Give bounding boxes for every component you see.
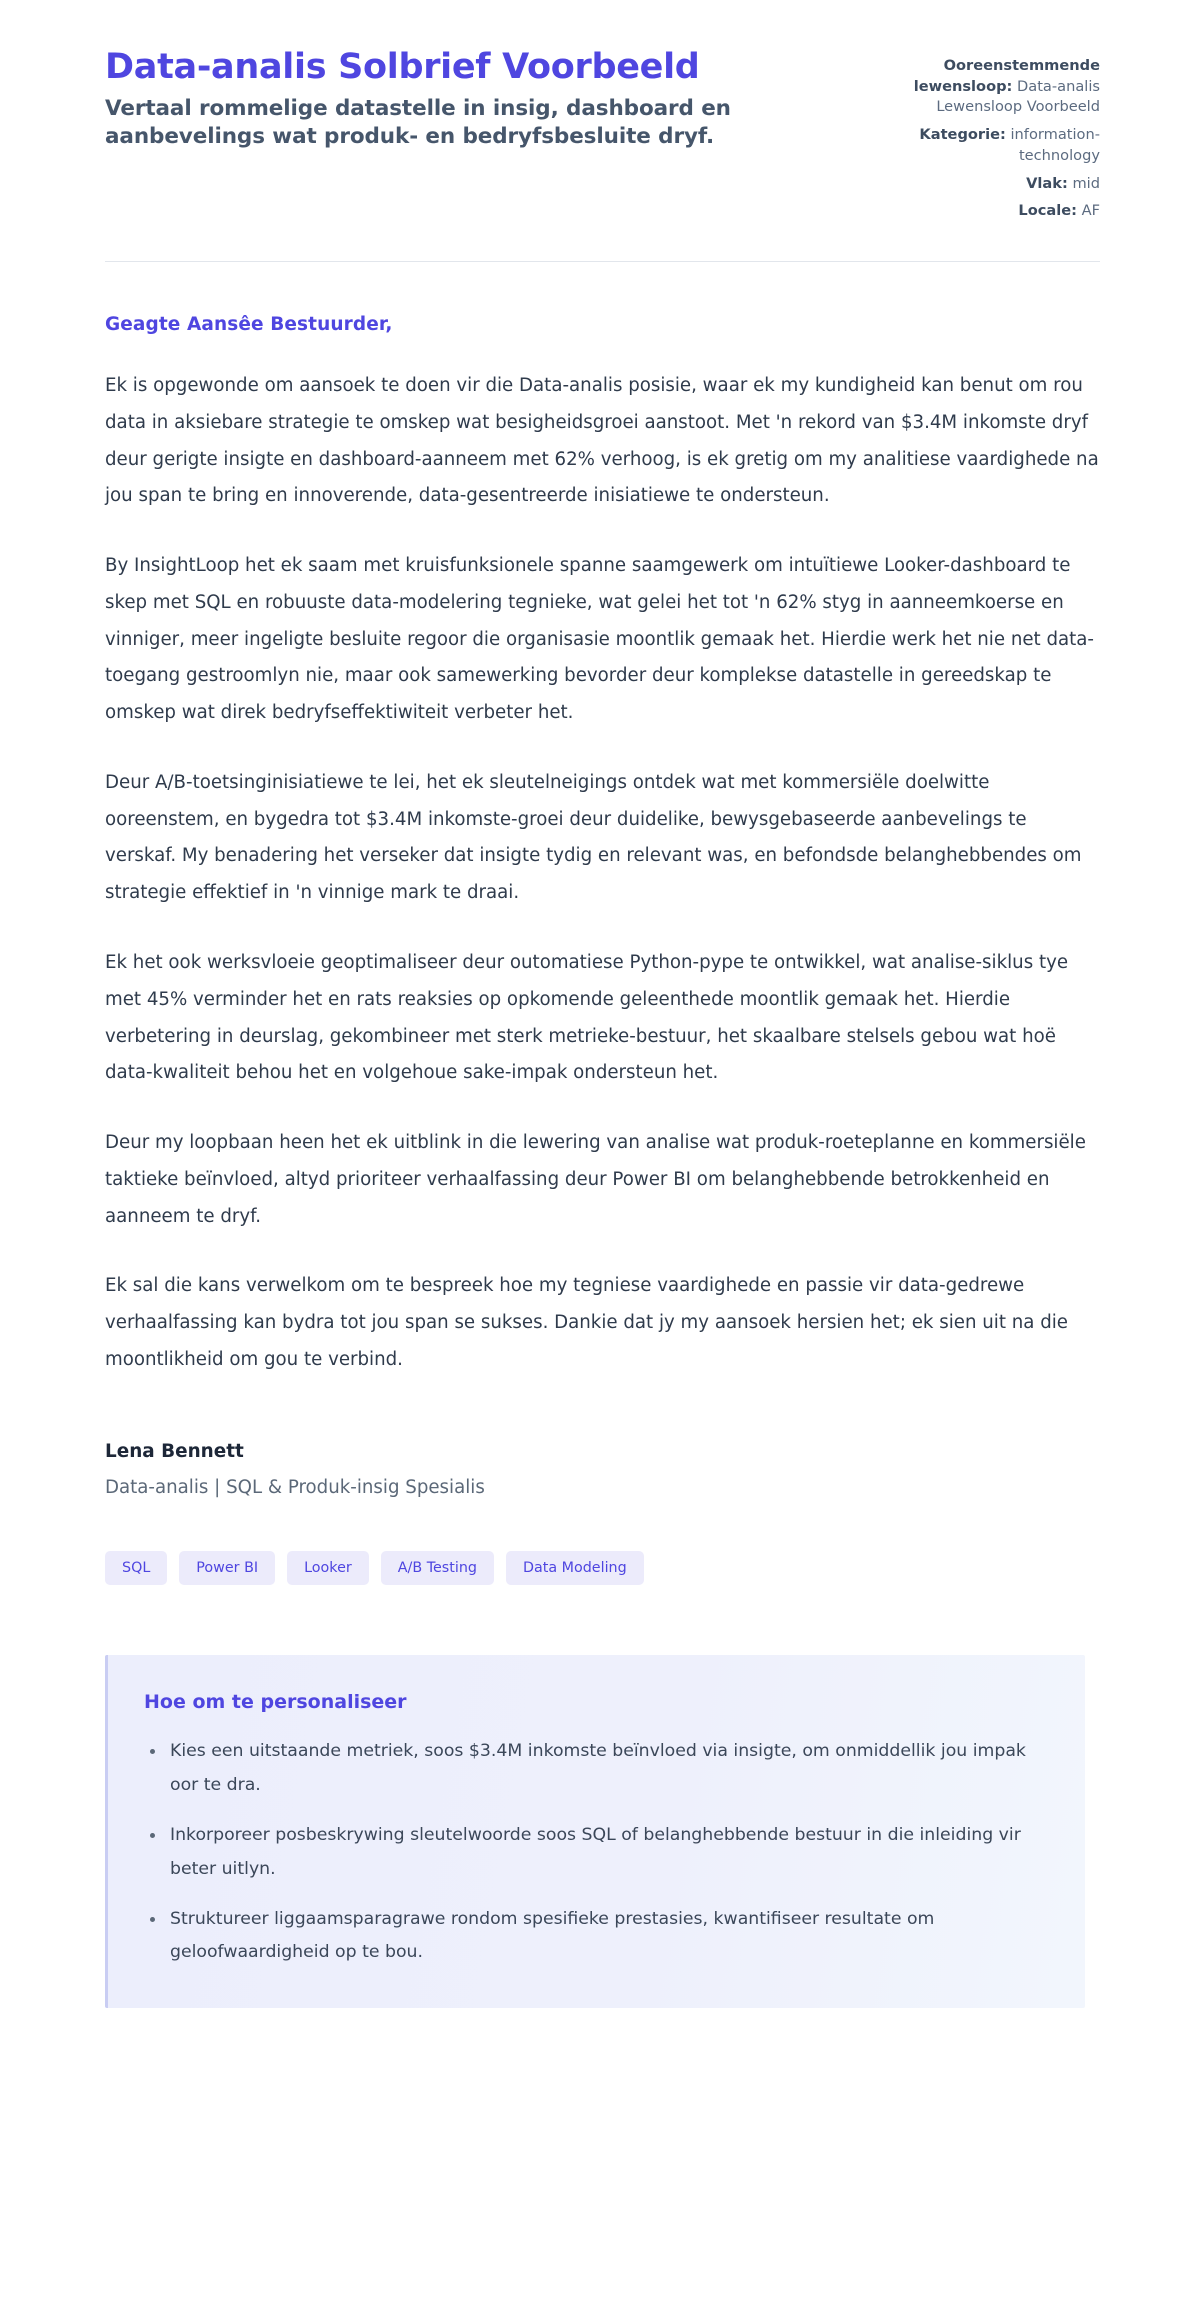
- cover-letter-body: [105, 314, 1100, 1379]
- signature-role: Data-analis | SQL & Produk-insig Spesialis: [105, 1476, 485, 1498]
- callout-list-item: Kies een uitstaande metriek, soos $3.4M inkomste beïnvloed via insigte, om onmiddellik jou impak oor te dra.: [144, 1735, 1043, 1803]
- letter-paragraph-5: Deur my loopbaan heen het ek uitblink in die lewering van analise wat produk-roeteplanne en kommersiële taktieke beïnvloed, altyd prioriteer verhaalfassing deur Power BI om belanghebbende betrokkenheid en aanneem te dryf.: [105, 1132, 1086, 1227]
- callout-list: [144, 1735, 1043, 1970]
- page-title: Data-analis Solbrief Voorbeeld: [105, 47, 700, 87]
- meta-label-matching-resume: Ooreenstemmende lewensloop:: [913, 57, 1100, 95]
- callout-list-item: Struktureer liggaamsparagrawe rondom spesifieke prestasies, kwantifiseer resultate om geloofwaardigheid op te bou.: [144, 1903, 1043, 1971]
- callout-list-item: Inkorporeer posbeskrywing sleutelwoorde soos SQL of belanghebbende bestuur in die inleiding vir beter uitlyn.: [144, 1819, 1043, 1887]
- letter-paragraph-4: Ek het ook werksvloeie geoptimaliseer deur outomatiese Python-pype te ontwikkel, wat analise-siklus tye met 45% verminder het en rats reaksies op opkomende geleenthede moontlik gemaak het. Hierdie verbetering in deurslag, gekombineer met sterk metrieke-bestuur, het skaalbare stelsels gebou wat hoë data-kwaliteit behou het en volgehoue sake-impak ondersteun het.: [105, 951, 1069, 1084]
- meta-label-level: Vlak:: [1026, 174, 1068, 192]
- signature-block: [105, 1441, 1100, 1498]
- signature-name: Lena Bennett: [105, 1440, 244, 1462]
- skill-tag[interactable]: Looker: [287, 1551, 369, 1585]
- skill-tag[interactable]: A/B Testing: [381, 1551, 494, 1585]
- letter-paragraph-2: By InsightLoop het ek saam met kruisfunksionele spanne saamgewerk om intuïtiewe Looker-dashboard te skep met SQL en robuuste data-modelering tegnieke, wat gelei het tot 'n 62% styg in aanneemkoerse en vinniger, meer ingeligte besluite regoor die organisasie moontlik gemaak het. Hierdie werk het nie net data-toegang gestroomlyn nie, maar ook samewerking bevorder deur komplekse datastelle in gereedskap te omskep wat direk bedryfseffektiwiteit verbeter het.: [105, 555, 1094, 724]
- meta-row-level: [848, 174, 1100, 195]
- skill-tag-list: [105, 1551, 1100, 1585]
- letter-paragraph-6: Ek sal die kans verwelkom om te bespreek hoe my tegniese vaardighede en passie vir data-gedrewe verhaalfassing kan bydra tot jou span se sukses. Dankie dat jy my aansoek hersien het; ek sien uit na die moontlikheid om gou te verbind.: [105, 1275, 1068, 1370]
- letter-paragraph-3: Deur A/B-toetsinginisiatiewe te lei, het ek sleutelneigings ontdek wat met kommersiële doelwitte ooreenstem, en bygedra tot $3.4M inkomste-groei deur duidelike, bewysgebaseerde aanbevelings te verskaf. My benadering het verseker dat insigte tydig en relevant was, en befondsde belanghebbendes om strategie effektief in 'n vinnige mark te draai.: [105, 771, 1082, 904]
- document-metadata: [848, 46, 1100, 222]
- meta-row-locale: [848, 201, 1100, 222]
- meta-label-locale: Locale:: [1018, 202, 1077, 220]
- meta-row-category: [848, 125, 1100, 166]
- callout-title: Hoe om te personaliseer: [144, 1690, 407, 1713]
- document-header: [105, 46, 1100, 222]
- header-divider: [105, 261, 1100, 262]
- header-text-block: [105, 46, 745, 152]
- letter-paragraph-1: Ek is opgewonde om aansoek te doen vir die Data-analis posisie, waar ek my kundigheid kan benut om rou data in aksiebare strategie te omskep wat besigheidsgroei aanstoot. Met 'n rekord van $3.4M inkomste dryf deur gerigte insigte en dashboard-aanneem met 62% verhoog, is ek gretig om my analitiese vaardighede na jou span te bring en innoverende, data-gesentreerde inisiatiewe te ondersteun.: [105, 375, 1099, 507]
- skill-tag[interactable]: SQL: [105, 1551, 167, 1585]
- skill-tag[interactable]: Data Modeling: [506, 1551, 644, 1585]
- meta-value-matching-resume: Data-analis Lewensloop Voorbeeld: [936, 77, 1100, 116]
- meta-value-locale: AF: [1081, 202, 1100, 220]
- letter-salutation: Geagte Aansêe Bestuurder,: [105, 314, 393, 336]
- personalization-callout: [105, 1655, 1085, 2008]
- meta-value-level: mid: [1072, 174, 1100, 192]
- meta-value-category: information-technology: [1010, 126, 1100, 164]
- meta-label-category: Kategorie:: [919, 126, 1006, 144]
- skill-tag[interactable]: Power BI: [179, 1551, 275, 1585]
- meta-row-matching-resume: [848, 56, 1100, 118]
- page-subtitle: Vertaal rommelige datastelle in insig, dashboard en aanbevelings wat produk- en bedryfsbesluite dryf.: [105, 95, 731, 150]
